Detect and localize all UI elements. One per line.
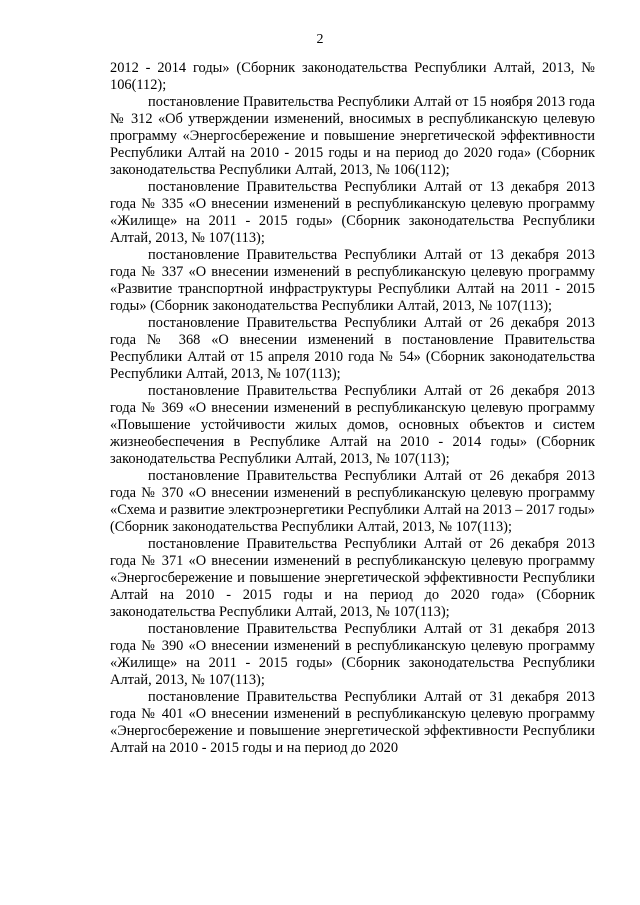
paragraph: постановление Правительства Республики Алтай от 26 декабря 2013 года № 371 «О внесении изменений в республиканскую целевую программу «Энергосбережение и повышение энергетической эффективности Республики Алтай на 2010 - 2015 годы и на период до 2020 года» (Сборник законодательства Республики Алтай, 2013, № 107(113); bbox=[110, 536, 595, 620]
paragraph: постановление Правительства Республики Алтай от 31 декабря 2013 года № 401 «О внесении изменений в республиканскую целевую программу «Энергосбережение и повышение энергетической эффективности Республики Алтай на 2010 - 2015 годы и на период до 2020 bbox=[110, 689, 595, 756]
paragraph: постановление Правительства Республики Алтай от 26 декабря 2013 года № 368 «О внесении изменений в постановление Правительства Республики Алтай от 15 апреля 2010 года № 54» (Сборник законодательства Республики Алтай, 2013, № 107(113); bbox=[110, 315, 595, 382]
paragraph: постановление Правительства Республики Алтай от 13 декабря 2013 года № 335 «О внесении изменений в республиканскую целевую программу «Жилище» на 2011 - 2015 годы» (Сборник законодательства Республики Алтай, 2013, № 107(113); bbox=[110, 179, 595, 246]
paragraph: 2012 - 2014 годы» (Сборник законодательства Республики Алтай, 2013, № 106(112); bbox=[110, 60, 595, 93]
page-number: 2 bbox=[316, 32, 324, 47]
paragraph: постановление Правительства Республики Алтай от 31 декабря 2013 года № 390 «О внесении изменений в республиканскую целевую программу «Жилище» на 2011 - 2015 годы» (Сборник законодательства Республики Алтай, 2013, № 107(113); bbox=[110, 621, 595, 688]
document-body bbox=[110, 60, 595, 757]
paragraph: постановление Правительства Республики Алтай от 26 декабря 2013 года № 370 «О внесении изменений в республиканскую целевую программу «Схема и развитие электроэнергетики Республики Алтай на 2013 – 2017 годы» (Сборник законодательства Республики Алтай, 2013, № 107(113); bbox=[110, 468, 595, 535]
paragraph: постановление Правительства Республики Алтай от 15 ноября 2013 года № 312 «Об утверждении изменений, вносимых в республиканскую целевую программу «Энергосбережение и повышение энергетической эффективности Республики Алтай на 2010 - 2015 годы и на период до 2020 года» (Сборник законодательства Республики Алтай, 2013, № 106(112); bbox=[110, 94, 595, 178]
paragraph: постановление Правительства Республики Алтай от 13 декабря 2013 года № 337 «О внесении изменений в республиканскую целевую программу «Развитие транспортной инфраструктуры Республики Алтай на 2011 - 2015 годы» (Сборник законодательства Республики Алтай, 2013, № 107(113); bbox=[110, 247, 595, 314]
paragraph: постановление Правительства Республики Алтай от 26 декабря 2013 года № 369 «О внесении изменений в республиканскую целевую программу «Повышение устойчивости жилых домов, основных объектов и систем жизнеобеспечения в Республике Алтай на 2010 - 2014 годы» (Сборник законодательства Республики Алтай, 2013, № 107(113); bbox=[110, 383, 595, 467]
